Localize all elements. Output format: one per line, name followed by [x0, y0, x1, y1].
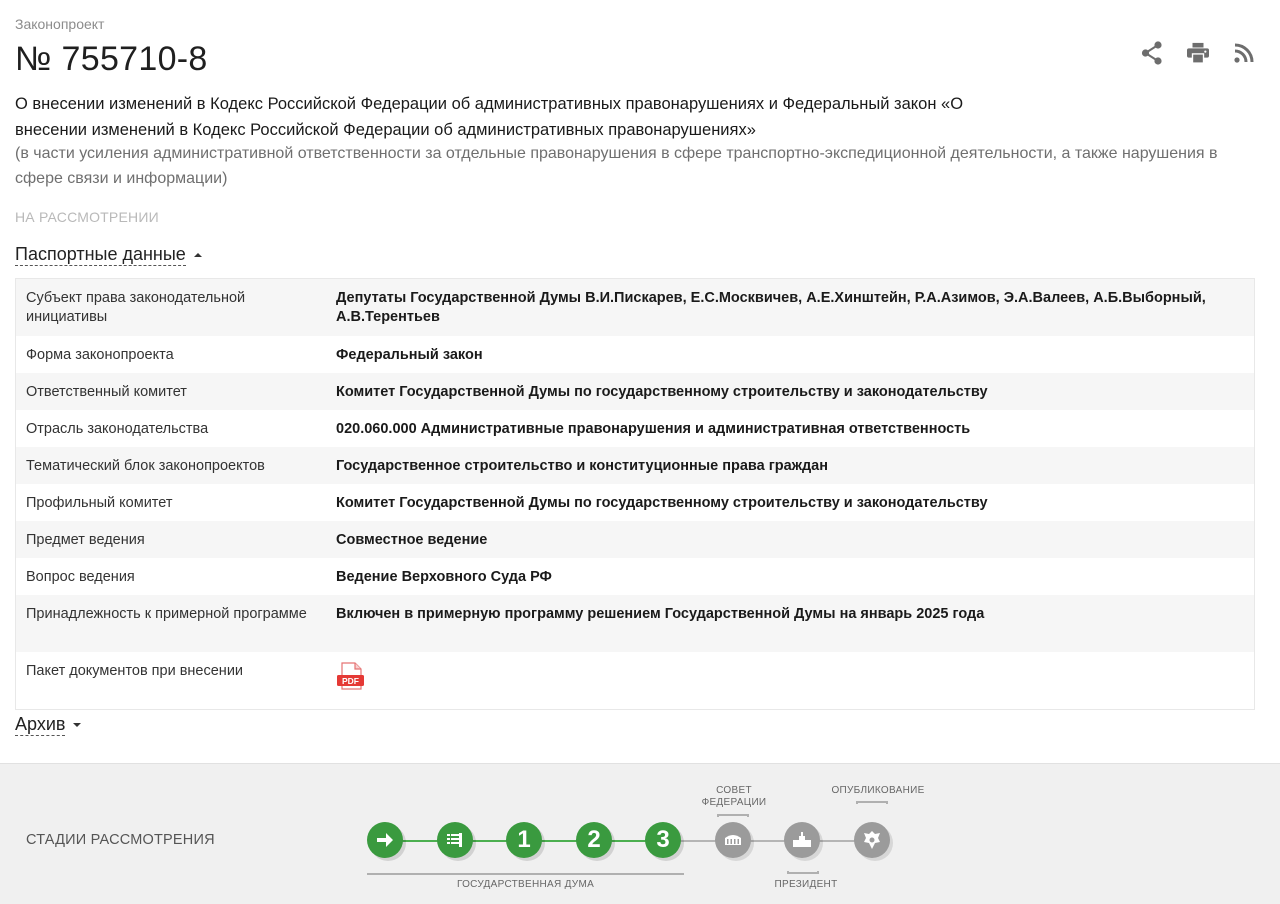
table-row	[16, 336, 1254, 373]
federation-caption	[695, 785, 773, 809]
row-value: Ведение Верховного Суда РФ	[336, 569, 552, 585]
status-label: НА РАССМОТРЕНИИ	[15, 209, 159, 225]
passport-label: Паспортные данные	[15, 244, 186, 264]
stage-second-reading[interactable]: 2	[576, 822, 612, 858]
pdf-download-link[interactable]	[336, 662, 366, 692]
duma-caption: ГОСУДАРСТВЕННАЯ ДУМА	[456, 879, 595, 890]
bill-title: О внесении изменений в Кодекс Российской Федерации об административных правонарушениях и Федеральный закон «О внесении изменений в Кодекс Российской Федерации об административных правонарушениях»	[15, 95, 964, 139]
document-list-icon	[446, 832, 464, 848]
federation-bracket	[717, 814, 749, 817]
row-value: Совместное ведение	[336, 532, 488, 548]
table-row	[16, 484, 1254, 521]
table-row	[16, 410, 1254, 447]
caret-up-icon	[194, 253, 202, 257]
row-key: Пакет документов при внесении	[26, 663, 244, 679]
row-value: Государственное строительство и конституционные права граждан	[336, 458, 829, 474]
print-button[interactable]	[1187, 40, 1209, 66]
rss-button[interactable]	[1233, 40, 1255, 66]
stage-line-pending	[680, 840, 875, 842]
passport-toggle[interactable]	[15, 244, 202, 266]
row-key: Вопрос ведения	[26, 569, 135, 585]
table-row	[16, 652, 1254, 709]
row-key: Ответственный комитет	[26, 384, 187, 400]
caret-down-icon	[73, 723, 81, 727]
stage-federation-council[interactable]	[715, 822, 751, 858]
bill-kind: Законопроект	[15, 16, 105, 32]
passport-table	[15, 278, 1255, 710]
table-row	[16, 279, 1254, 336]
archive-toggle[interactable]	[15, 714, 81, 736]
stages-panel	[0, 763, 1280, 904]
archive-label: Архив	[15, 714, 66, 734]
stage-introduction[interactable]	[367, 822, 403, 858]
row-key: Форма законопроекта	[26, 347, 174, 363]
table-row	[16, 521, 1254, 558]
bill-number: № 755710-8	[15, 40, 208, 78]
bill-subtitle: (в части усиления административной ответственности за отдельные правонарушения в сфере транспортно-экспедиционной деятельности, а также нарушения в сфере связи и информации)	[15, 145, 1218, 187]
table-row	[16, 595, 1254, 652]
arrow-right-icon	[376, 832, 394, 848]
pdf-file-icon	[336, 662, 366, 692]
stage-publication[interactable]	[854, 822, 890, 858]
row-value: Комитет Государственной Думы по государственному строительству и законодательству	[336, 384, 988, 400]
row-value: Включен в примерную программу решением Государственной Думы на январь 2025 года	[336, 606, 985, 622]
council-building-icon	[723, 833, 743, 847]
share-icon	[1141, 41, 1163, 65]
row-key: Тематический блок законопроектов	[26, 458, 265, 474]
publication-bracket	[856, 801, 888, 804]
share-button[interactable]	[1141, 40, 1163, 66]
print-icon	[1187, 42, 1209, 64]
president-caption: ПРЕЗИДЕНТ	[774, 879, 838, 890]
table-row	[16, 447, 1254, 484]
president-bracket	[787, 871, 819, 874]
table-row	[16, 558, 1254, 595]
table-row	[16, 373, 1254, 410]
coat-of-arms-icon	[862, 830, 882, 850]
stages-title: СТАДИИ РАССМОТРЕНИЯ	[26, 832, 215, 848]
duma-underline	[367, 873, 684, 875]
row-key: Принадлежность к примерной программе	[26, 606, 307, 622]
pdf-label: PDF	[342, 676, 359, 686]
stage-first-reading[interactable]: 1	[506, 822, 542, 858]
stage-president[interactable]	[784, 822, 820, 858]
row-key: Отрасль законодательства	[26, 421, 209, 437]
publication-caption: ОПУБЛИКОВАНИЕ	[831, 785, 925, 796]
row-value	[336, 662, 1244, 701]
stage-preliminary[interactable]	[437, 822, 473, 858]
row-value: 020.060.000 Административные правонарушения и административная ответственность	[336, 421, 971, 437]
rss-icon	[1234, 43, 1254, 63]
row-key: Субъект права законодательной инициативы	[26, 290, 246, 325]
action-bar	[1141, 40, 1255, 66]
row-value: Депутаты Государственной Думы В.И.Пискарев, Е.С.Москвичев, А.Е.Хинштейн, Р.А.Азимов, Э.А.Валеев, А.Б.Выборный, А.В.Терентьев	[336, 290, 1206, 325]
row-key: Профильный комитет	[26, 495, 173, 511]
federation-caption-line1: СОВЕТ	[716, 785, 752, 796]
row-value: Комитет Государственной Думы по государственному строительству и законодательству	[336, 495, 988, 511]
kremlin-icon	[792, 832, 812, 848]
row-value: Федеральный закон	[336, 347, 483, 363]
stage-third-reading[interactable]: 3	[645, 822, 681, 858]
federation-caption-line2: ФЕДЕРАЦИИ	[701, 797, 767, 808]
row-key: Предмет ведения	[26, 532, 145, 548]
